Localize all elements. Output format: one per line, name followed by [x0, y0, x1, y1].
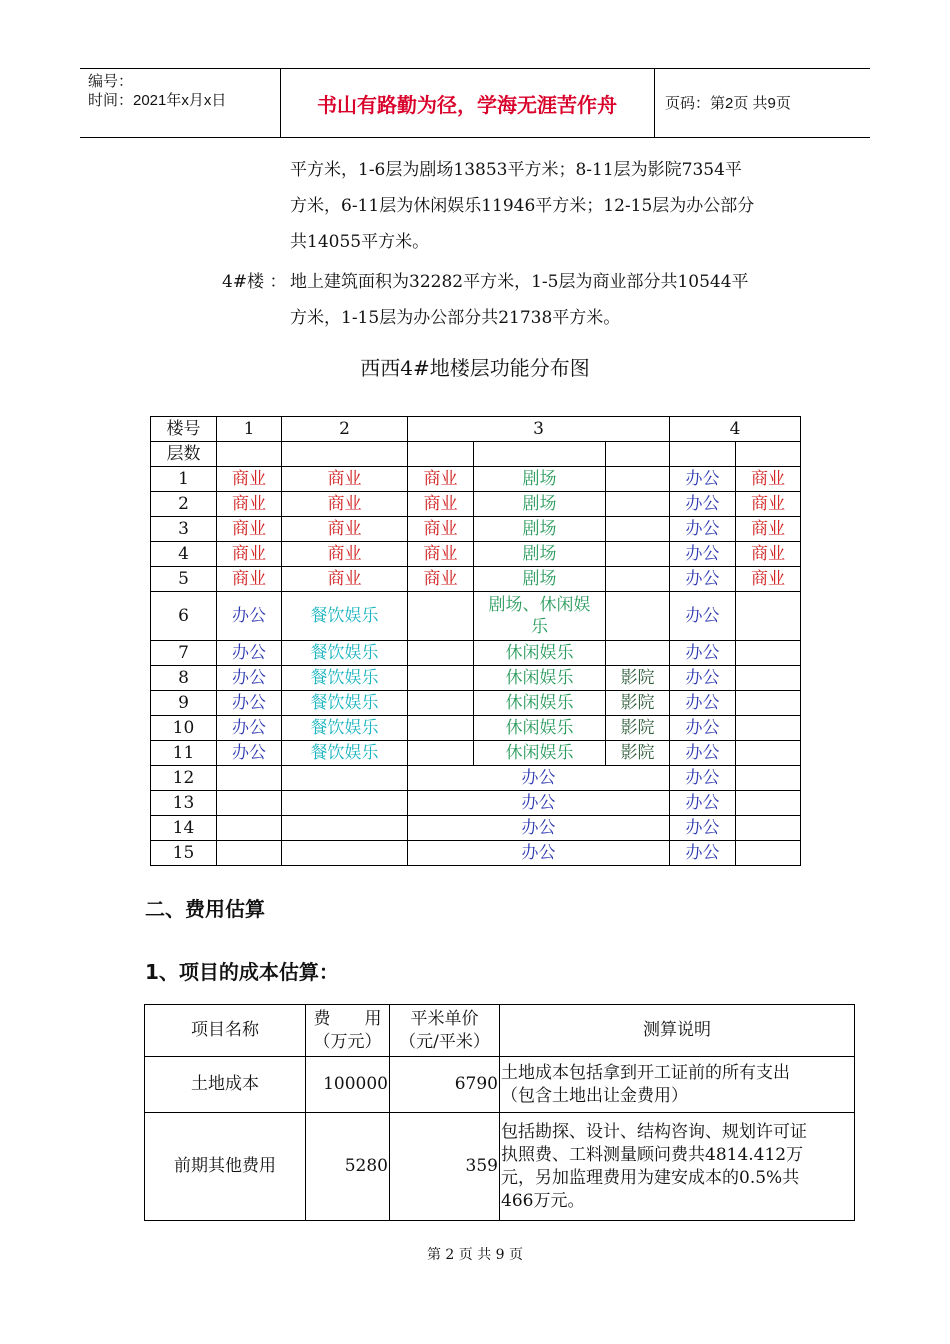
cell-b1: 办公 — [217, 592, 282, 641]
cell-b3b: 休闲娱乐 — [474, 691, 606, 716]
cell-b2 — [282, 791, 408, 816]
cell-note — [500, 1057, 855, 1113]
col-header-name: 项目名称 — [145, 1005, 306, 1057]
cell-b3b: 剧场 — [474, 542, 606, 567]
cell-b2 — [282, 766, 408, 791]
cell-b3c — [606, 592, 670, 641]
cost-estimate-table — [144, 1004, 855, 1221]
cell-b2 — [282, 841, 408, 866]
cell-b3c — [606, 517, 670, 542]
cell-b1 — [217, 841, 282, 866]
building-col-1: 1 — [217, 417, 282, 442]
empty-cell — [606, 442, 670, 467]
cell-b3b: 休闲娱乐 — [474, 641, 606, 666]
subsection-heading: 1、项目的成本估算： — [145, 960, 339, 984]
col-header-unit-line2: （元/平米） — [399, 1031, 490, 1052]
cell-b3c — [606, 492, 670, 517]
note-line: 元，另加监理费用为建安成本的0.5%共 — [501, 1167, 800, 1188]
paragraph-building4 — [290, 264, 820, 336]
cell-b2: 餐饮娱乐 — [282, 691, 408, 716]
floor-count-label: 层数 — [151, 442, 217, 467]
cell-b4a: 办公 — [670, 492, 736, 517]
cell-unit-price: 6790 — [390, 1057, 500, 1113]
cell-b4b: 商业 — [736, 567, 801, 592]
paragraph-building3 — [290, 152, 820, 260]
cell-b1: 办公 — [217, 641, 282, 666]
cell-b3a: 商业 — [408, 517, 474, 542]
text-line: 平方米，1-6层为剧场13853平方米；8-11层为影院7354平 — [290, 160, 742, 180]
cell-b4b — [736, 592, 801, 641]
cell-b1: 办公 — [217, 716, 282, 741]
time-label: 时间：2021年x月x日 — [88, 92, 227, 109]
cell-b3a — [408, 691, 474, 716]
cell-b3c — [606, 467, 670, 492]
cell-b2 — [282, 816, 408, 841]
floor-number: 15 — [151, 841, 217, 866]
cell-b4b — [736, 716, 801, 741]
floor-number: 8 — [151, 666, 217, 691]
cell-b3b: 剧场、休闲娱乐 — [474, 592, 606, 641]
cell-b3b: 休闲娱乐 — [474, 716, 606, 741]
cell-b3c: 影院 — [606, 741, 670, 766]
floor-number: 1 — [151, 467, 217, 492]
header-divider — [654, 69, 655, 137]
cell-b3: 办公 — [408, 841, 670, 866]
cell-b2: 商业 — [282, 467, 408, 492]
cell-b3a — [408, 741, 474, 766]
cell-b4b — [736, 641, 801, 666]
text-line: 共14055平方米。 — [290, 232, 430, 252]
cell-b4b — [736, 691, 801, 716]
empty-cell — [474, 442, 606, 467]
cell-cost: 5280 — [306, 1113, 390, 1221]
cell-b3c: 影院 — [606, 716, 670, 741]
cell-b4a: 办公 — [670, 716, 736, 741]
note-line: 466万元。 — [501, 1190, 585, 1211]
col-header-cost-line2: （万元） — [313, 1031, 382, 1052]
text-line: 地上建筑面积为32282平方米，1-5层为商业部分共10544平 — [290, 272, 749, 292]
cell-b3c: 影院 — [606, 666, 670, 691]
table-row — [151, 841, 801, 866]
floor-number: 11 — [151, 741, 217, 766]
table-row — [151, 741, 801, 766]
table-row — [151, 542, 801, 567]
table-row — [151, 641, 801, 666]
page-number-label: 页码：第2页 共9页 — [665, 95, 791, 112]
note-line: 包括勘探、设计、结构咨询、规划许可证 — [501, 1121, 807, 1142]
table-row — [151, 791, 801, 816]
cell-b2: 餐饮娱乐 — [282, 741, 408, 766]
header-meta — [80, 69, 280, 140]
empty-cell — [670, 442, 736, 467]
table-header-row — [145, 1005, 855, 1057]
text-line: 方米，6-11层为休闲娱乐11946平方米；12-15层为办公部分 — [290, 196, 755, 216]
cell-b1 — [217, 766, 282, 791]
cell-cost: 100000 — [306, 1057, 390, 1113]
floor-function-table — [150, 416, 801, 866]
cell-b3c — [606, 567, 670, 592]
building-col-4: 4 — [670, 417, 801, 442]
floor-number: 10 — [151, 716, 217, 741]
col-header-note: 测算说明 — [500, 1005, 855, 1057]
cell-b3a — [408, 641, 474, 666]
building-col-3: 3 — [408, 417, 670, 442]
empty-cell — [408, 442, 474, 467]
floor-number: 3 — [151, 517, 217, 542]
cell-b2: 餐饮娱乐 — [282, 641, 408, 666]
note-line: 执照费、工料测量顾问费共4814.412万 — [501, 1144, 804, 1165]
floor-number: 12 — [151, 766, 217, 791]
floor-number: 14 — [151, 816, 217, 841]
table-caption: 西西4#地楼层功能分布图 — [360, 356, 590, 380]
cell-b3: 办公 — [408, 766, 670, 791]
section-heading: 二、费用估算 — [145, 897, 265, 921]
cell-b3: 办公 — [408, 791, 670, 816]
building-number-label: 楼号 — [151, 417, 217, 442]
table-row — [151, 816, 801, 841]
floor-number: 6 — [151, 592, 217, 641]
floor-number: 4 — [151, 542, 217, 567]
cell-b4a: 办公 — [670, 791, 736, 816]
page-footer: 第 2 页 共 9 页 — [426, 1247, 524, 1263]
cell-b4b — [736, 791, 801, 816]
cell-b1: 商业 — [217, 542, 282, 567]
cell-b1: 商业 — [217, 567, 282, 592]
cell-b4a: 办公 — [670, 467, 736, 492]
cell-b4a: 办公 — [670, 542, 736, 567]
cell-b3b: 休闲娱乐 — [474, 666, 606, 691]
text-line: 方米，1-15层为办公部分共21738平方米。 — [290, 308, 621, 328]
cell-b3a: 商业 — [408, 567, 474, 592]
cell-b1 — [217, 791, 282, 816]
table-row — [151, 467, 801, 492]
table-row — [151, 567, 801, 592]
cell-b4a: 办公 — [670, 741, 736, 766]
cell-b3c — [606, 542, 670, 567]
cell-b3a: 商业 — [408, 467, 474, 492]
cell-b4b — [736, 741, 801, 766]
empty-cell — [736, 442, 801, 467]
floor-number: 13 — [151, 791, 217, 816]
cell-b4b: 商业 — [736, 542, 801, 567]
cell-b4a: 办公 — [670, 592, 736, 641]
table-row — [151, 766, 801, 791]
cell-b4b — [736, 816, 801, 841]
cell-note — [500, 1113, 855, 1221]
cell-b3a — [408, 666, 474, 691]
code-label: 编号： — [88, 73, 134, 90]
cell-b3c — [606, 641, 670, 666]
cell-item-name: 前期其他费用 — [145, 1113, 306, 1221]
building4-label: 4#楼 ： — [222, 272, 287, 292]
cell-b1: 办公 — [217, 691, 282, 716]
cell-b3: 办公 — [408, 816, 670, 841]
note-line: 土地成本包括拿到开工证前的所有支出 — [501, 1062, 790, 1083]
table-row — [151, 666, 801, 691]
cell-b2: 商业 — [282, 492, 408, 517]
cell-b3a — [408, 716, 474, 741]
floor-number: 5 — [151, 567, 217, 592]
header-motto: 书山有路勤为径，学海无涯苦作舟 — [317, 93, 617, 117]
cell-unit-price: 359 — [390, 1113, 500, 1221]
cell-b3b: 剧场 — [474, 517, 606, 542]
table-row — [151, 592, 801, 641]
cell-b3a: 商业 — [408, 542, 474, 567]
table-header-row — [151, 417, 801, 442]
cell-b4a: 办公 — [670, 517, 736, 542]
cell-b1: 商业 — [217, 492, 282, 517]
floor-number: 2 — [151, 492, 217, 517]
cell-b1: 商业 — [217, 467, 282, 492]
floor-number: 7 — [151, 641, 217, 666]
table-row — [145, 1113, 855, 1221]
col-header-unit-line1: 平米单价 — [410, 1008, 479, 1029]
cell-b1: 商业 — [217, 517, 282, 542]
cell-b3b: 剧场 — [474, 567, 606, 592]
cell-b4a: 办公 — [670, 567, 736, 592]
cell-item-name: 土地成本 — [145, 1057, 306, 1113]
cell-b4a: 办公 — [670, 841, 736, 866]
cell-b1: 办公 — [217, 666, 282, 691]
cell-b2: 商业 — [282, 567, 408, 592]
floor-number: 9 — [151, 691, 217, 716]
page-header — [80, 68, 870, 138]
cell-b3b: 剧场 — [474, 492, 606, 517]
cell-b4b — [736, 841, 801, 866]
cell-b2: 餐饮娱乐 — [282, 592, 408, 641]
cell-b4b — [736, 766, 801, 791]
col-header-cost-line1: 费 用 — [313, 1008, 382, 1029]
table-row — [151, 691, 801, 716]
cell-b4b: 商业 — [736, 467, 801, 492]
table-row — [151, 492, 801, 517]
cell-b4b: 商业 — [736, 492, 801, 517]
empty-cell — [282, 442, 408, 467]
col-header-unit-price — [390, 1005, 500, 1057]
cell-b4b: 商业 — [736, 517, 801, 542]
empty-cell — [217, 442, 282, 467]
table-row — [151, 716, 801, 741]
cell-b3b: 休闲娱乐 — [474, 741, 606, 766]
cell-b4a: 办公 — [670, 691, 736, 716]
cell-b4b — [736, 666, 801, 691]
cell-b2: 餐饮娱乐 — [282, 716, 408, 741]
cell-b3b: 剧场 — [474, 467, 606, 492]
cell-b4a: 办公 — [670, 641, 736, 666]
table-row — [145, 1057, 855, 1113]
cell-b3a — [408, 592, 474, 641]
table-row — [151, 517, 801, 542]
cell-b1 — [217, 816, 282, 841]
cell-b4a: 办公 — [670, 766, 736, 791]
note-line: （包含土地出让金费用） — [501, 1085, 688, 1106]
building-col-2: 2 — [282, 417, 408, 442]
cell-b4a: 办公 — [670, 816, 736, 841]
table-subheader-row — [151, 442, 801, 467]
col-header-cost — [306, 1005, 390, 1057]
cell-b2: 餐饮娱乐 — [282, 666, 408, 691]
cell-b4a: 办公 — [670, 666, 736, 691]
cell-b2: 商业 — [282, 542, 408, 567]
cell-b2: 商业 — [282, 517, 408, 542]
cell-b1: 办公 — [217, 741, 282, 766]
cell-b3a: 商业 — [408, 492, 474, 517]
cell-b3c: 影院 — [606, 691, 670, 716]
